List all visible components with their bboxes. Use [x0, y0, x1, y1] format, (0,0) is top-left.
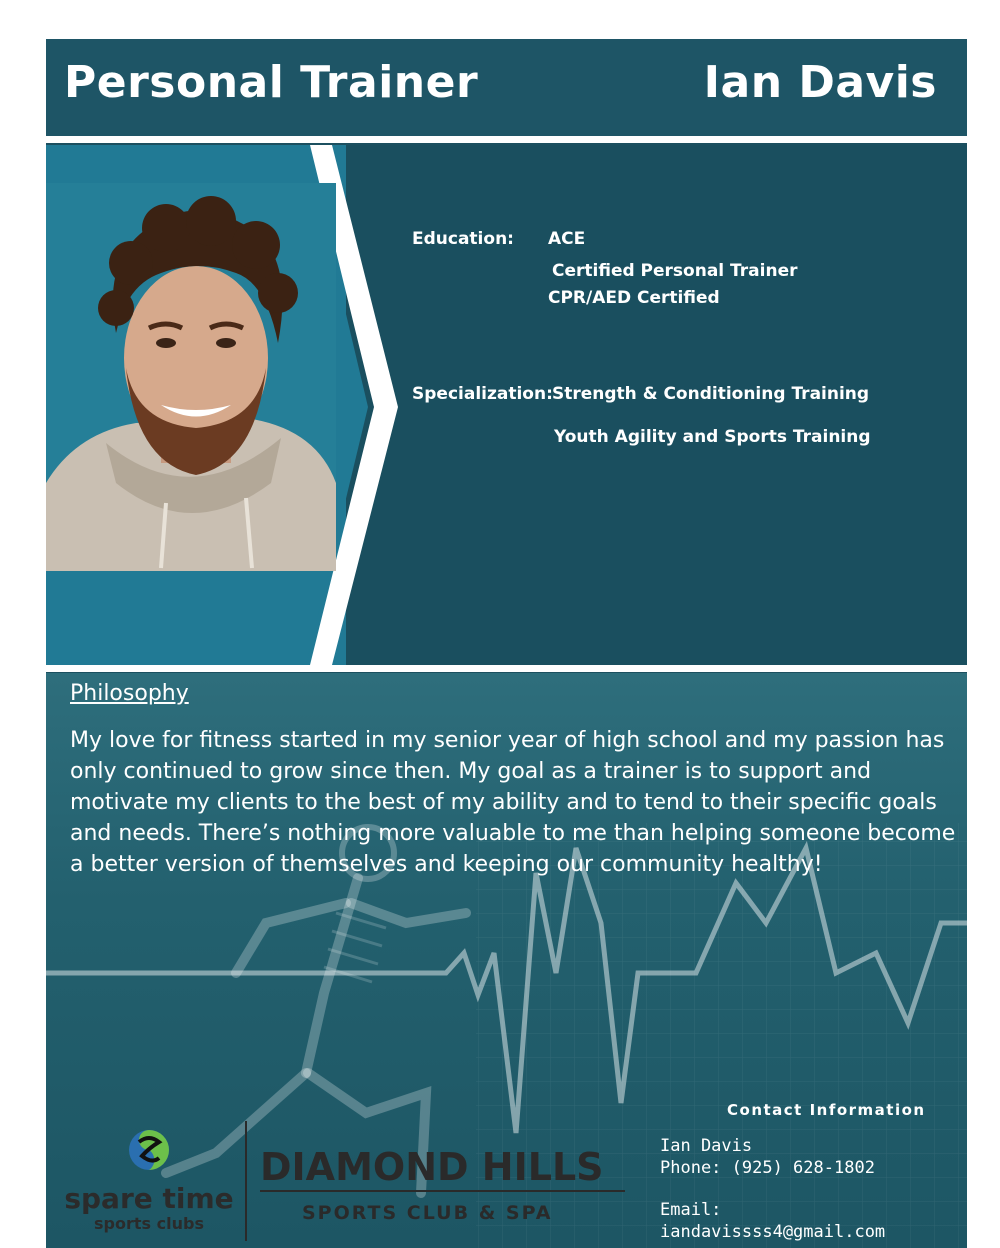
education-label: Education:	[412, 229, 514, 249]
philosophy-heading: Philosophy	[70, 681, 189, 706]
contact-name: Ian Davis	[660, 1136, 753, 1156]
specialization-item: Youth Agility and Sports Training	[554, 427, 871, 447]
contact-spacer	[660, 1179, 885, 1199]
contact-email[interactable]: iandavissss4@gmail.com	[660, 1222, 886, 1242]
philosophy-text: My love for fitness started in my senior year of high school and my passion has only continued to grow since then. My goal as a trainer is to support and motivate my clients to the best of my ability and to tend to their specific goals and needs. There’s nothing more valuable to me than helping someone become a better version of themselves and keeping our community healthy!	[70, 728, 956, 877]
specialization-label: Specialization:	[412, 384, 553, 404]
contact-info	[660, 1135, 885, 1243]
divider-top	[46, 136, 967, 143]
page-title: Personal Trainer	[64, 57, 479, 108]
profile-section	[46, 145, 967, 665]
flyer	[46, 39, 967, 1248]
logo-separator	[245, 1121, 247, 1241]
trainer-name: Ian Davis	[703, 57, 937, 108]
sports-clubs-text: sports clubs	[94, 1214, 204, 1233]
education-item: ACE	[548, 229, 586, 249]
divider-bottom	[46, 665, 967, 672]
contact-email-label: Email:	[660, 1200, 722, 1220]
trainer-photo	[46, 183, 336, 571]
sports-club-spa-text: SPORTS CLUB & SPA	[302, 1202, 553, 1224]
philosophy-section	[46, 673, 967, 1248]
education-item: Certified Personal Trainer	[552, 261, 798, 281]
diamond-hills-text: DIAMOND HILLS	[260, 1145, 604, 1189]
contact-phone: Phone: (925) 628-1802	[660, 1158, 875, 1178]
header-bar	[46, 39, 967, 136]
spare-time-text: spare time	[64, 1182, 234, 1215]
specialization-item: Strength & Conditioning Training	[552, 384, 870, 404]
spare-time-logo	[64, 1128, 234, 1248]
education-item: CPR/AED Certified	[548, 288, 720, 308]
contact-heading: Contact Information	[727, 1101, 926, 1119]
diamond-hills-logo	[260, 1135, 630, 1235]
